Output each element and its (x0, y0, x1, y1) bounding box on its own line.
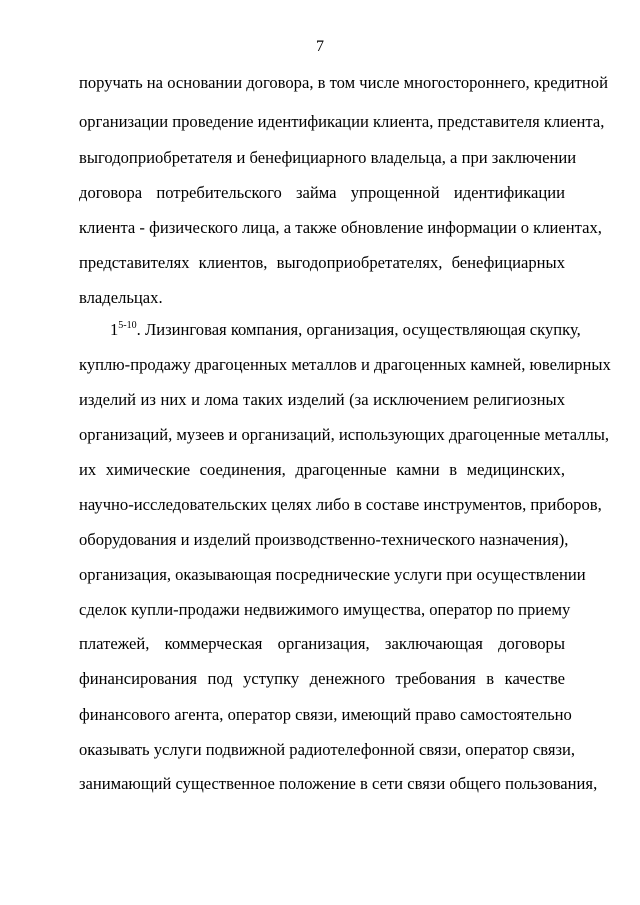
text-line: представителях клиентов, выгодоприобретателях, бенефициарных (79, 253, 565, 272)
clause-number-superscript: 5-10 (118, 320, 137, 331)
clause-number: 1 (110, 320, 119, 339)
text-line: владельцах. (79, 288, 163, 307)
text-line: сделок купли-продажи недвижимого имущества, оператор по приему (79, 600, 571, 619)
text-line: изделий из них и лома таких изделий (за исключением религиозных (79, 390, 565, 409)
text-line: финансового агента, оператор связи, имеющий право самостоятельно (79, 705, 572, 724)
text-line: научно-исследовательских целях либо в составе инструментов, приборов, (79, 495, 602, 514)
clause-first-line-text: . Лизинговая компания, организация, осуществляющая скупку, (136, 320, 581, 339)
text-line: договора потребительского займа упрощенной идентификации (79, 183, 565, 202)
text-line: оборудования и изделий производственно-технического назначения), (79, 530, 569, 549)
text-line: платежей, коммерческая организация, заключающая договоры (79, 634, 565, 653)
text-line: организаций, музеев и организаций, использующих драгоценные металлы, (79, 425, 610, 444)
text-line: занимающий существенное положение в сети связи общего пользования, (79, 774, 598, 793)
text-line: организация, оказывающая посреднические услуги при осуществлении (79, 565, 586, 584)
text-line: организации проведение идентификации клиента, представителя клиента, (79, 112, 605, 131)
clause-first-line (110, 320, 581, 340)
text-line: оказывать услуги подвижной радиотелефонной связи, оператор связи, (79, 740, 576, 759)
text-line: клиента - физического лица, а также обновление информации о клиентах, (79, 218, 602, 237)
text-line: финансирования под уступку денежного требования в качестве (79, 669, 565, 688)
text-line: выгодоприобретателя и бенефициарного владельца, а при заключении (79, 148, 577, 167)
text-line: их химические соединения, драгоценные камни в медицинских, (79, 460, 565, 479)
page-number: 7 (316, 38, 324, 55)
text-line: куплю-продажу драгоценных металлов и драгоценных камней, ювелирных (79, 355, 611, 374)
text-line: поручать на основании договора, в том числе многостороннего, кредитной (79, 73, 608, 92)
